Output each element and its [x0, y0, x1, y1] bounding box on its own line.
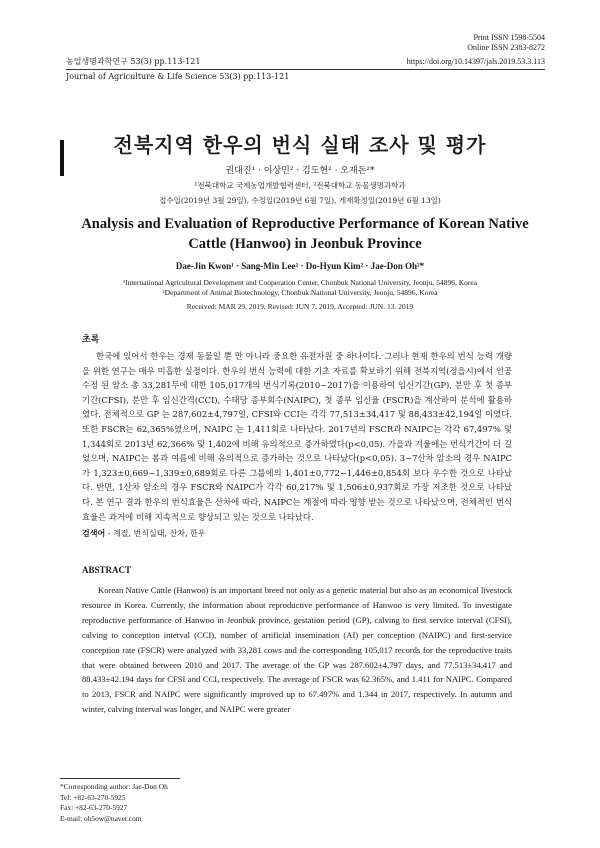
keywords-label: 검색어	[82, 528, 106, 538]
abstract-en-heading: ABSTRACT	[82, 565, 132, 575]
print-issn: Print ISSN 1598-5504	[473, 33, 545, 42]
authors-ko: 권대진¹ · 이상민² · 김도현² · 오재돈²*	[225, 166, 375, 176]
corresponding-author: *Corresponding author: Jae-Don Oh	[60, 782, 168, 791]
affiliation-en-1: ¹International Agricultural Development and Cooperation Center, Chonbuk National University, Jeonju, 54896, Korea	[122, 278, 478, 287]
title-en: Analysis and Evaluation of Reproductive Performance of Korean Native Cattle (Hanwoo) in Jeonbuk Province	[81, 216, 529, 252]
affiliation-ko: ¹전북대학교 국제농업개발협력센터, ²전북대학교 동물생명과학과	[194, 181, 406, 190]
header-rule	[66, 69, 545, 70]
keywords	[82, 528, 206, 539]
affiliation-en-2: ²Department of Animal Biotechnology, Chonbuk National University, Jeonju, 54896, Korea	[162, 288, 438, 297]
affiliation-en	[0, 278, 600, 298]
abstract-ko-heading: 초록	[82, 335, 100, 345]
fax: Fax: +82-63-270-5927	[60, 803, 128, 812]
abstract-ko-body: 한국에 있어서 한우는 경제 동물일 뿐 만 아니라 중요한 유전자원 중 하나이다. 그러나 현재 한우의 번식 능력 개량을 위한 연구는 매우 미흡한 실정이다. 한우의 번식 능력에 대한 기초 자료를 확보하기 위해 전북지역(정읍시)에서 인공수정 된 암소 총 33,281두에 대한 105,017개의 번식기록(2010~2017)을 이용하여 임신기간(GP), 분만 후 첫 종부기간(CFSI), 분만 후 임신간격(CCI), 수태당 종부회수(NAIPC), 첫 종부 임신율 (FSCR)을 계산하여 분석에 활용하였다. 전체적으로 GP 는 287,602±4,797일, CFSI와 CCI는 각각 77,513±34,417 및 88,433±42,194일 이였다. 또한 FSCR는 62,365%였으며, NAIPC 는 1,411회로 나타났다. 2017년의 FSCR과 NAIPC는 각각 67,497% 및 1,344회로 2013년 62,366% 및 1,402에 비해 유의적으로 증가하였다(p<0,05). 가을과 겨울에는 번식기간이 더 길었으며, NAIPC는 봄과 여름에 비해 유의적으로 증가하는 것으로 나타났다(p<0,05). 3~7산차 암소의 경우 NAIPC가 1,323±0,669~1,339±0,689회로 다른 그룹에의 1,401±0,772~1,446±0,854회 보다 우수한 것으로 나타났다. 반면, 1산차 암소의 경우 FSCR와 NAIPC가 각각 60,217% 및 1,506±0,937회로 가장 저조한 것으로 나타났다. 본 연구 결과 한우의 번식효율은 산차에 따라, NAIPC는 계절에 따라 영향 받는 것으로 나타났으며, 전체적인 번식효율은 과거에 비해 지속적으로 향상되고 있는 것으로 나타났다.	[82, 351, 512, 522]
journal-ko: 농업생명과학연구 53(3) pp.113-121	[66, 57, 201, 66]
online-issn: Online ISSN 2383-8272	[467, 43, 545, 52]
authors-en: Dae-Jin Kwon¹ · Sang-Min Lee² · Do-Hyun Kim² · Jae-Don Oh²*	[175, 261, 425, 271]
dates-en: Received: MAR 29, 2019, Revised: JUN 7, 2019, Accepted: JUN. 13. 2019	[186, 302, 414, 311]
doi: https://doi.org/10.14397/jals.2019.53.3.113	[406, 57, 545, 66]
footnote	[60, 782, 168, 824]
keywords-list: - 계절, 번식실태, 산차, 한우	[105, 529, 206, 538]
email: E-mail: oh5ow@naver.com	[60, 813, 142, 823]
title-ko: 전북지역 한우의 번식 실태 조사 및 평가	[113, 133, 487, 157]
tel: Tel: +82-63-270-5925	[60, 792, 126, 802]
abstract-en-body: Korean Native Cattle (Hanwoo) is an important breed not only as a genetic material but also as an economical livestock resource in Korea. Currently, the information about reproductive performance of Hanwoo is very limited. To investigate reproductive performance of Hanwoo in Jeonbuk province, gestation period (GP), calving to first service interval (CFSI), calving to conception interval (CCI), number of artificial insemination (AI) per conception (NAIPC) and first-service conception rate (FSCR) were analyzed with 33,281 cows and the corresponding 105,017 records for the reproductive traits that were obtained between 2010 and 2017. The average of the GP was 287.602±4.797 days, and 77.513±34.417 and 88.433±42.194 days for CFSI and CCI, respectively. The average of FSCR was 62.365%, and 1.411 for NAIPC. Compared to 2013, FSCR and NAIPC were significantly improved up to 67.497% and 1.344 in 2017, respectively. In autumn and winter, calving interval was longer, and NAIPC were greater	[82, 585, 512, 715]
journal-en: Journal of Agriculture & Life Science 53(3) pp.113-121	[66, 72, 290, 81]
dates-ko: 접수일(2019년 3월 29일), 수정일(2019년 6월 7일), 게재확정일(2019년 6월 13일)	[159, 196, 441, 205]
footnote-rule	[60, 778, 180, 779]
